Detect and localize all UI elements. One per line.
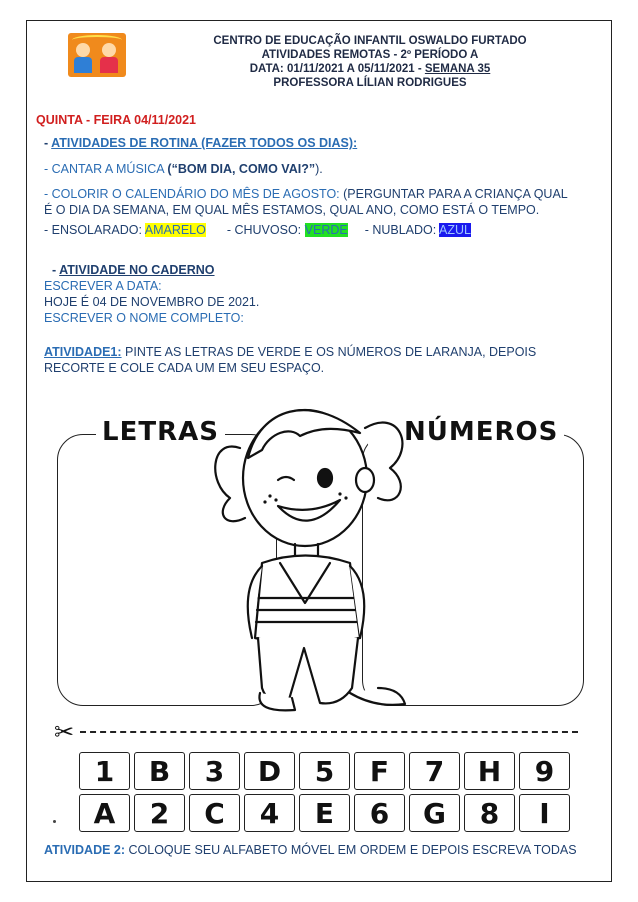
today-date: HOJE É 04 DE NOVEMBRO DE 2021.	[44, 295, 260, 309]
song-line: - CANTAR A MÚSICA (“BOM DIA, COMO VAI?”).	[44, 162, 323, 176]
weather-line: - ENSOLARADO: AMARELO - CHUVOSO: VERDE - NUBLADO: AZUL	[44, 223, 471, 237]
cutout-cell: 3	[189, 752, 240, 790]
activity1-line-2: RECORTE E COLE CADA UM EM SEU ESPAÇO.	[44, 361, 325, 375]
girl-illustration	[200, 388, 430, 718]
cutout-cell: C	[189, 794, 240, 832]
cutout-cell: G	[409, 794, 460, 832]
write-date: ESCREVER A DATA:	[44, 279, 162, 293]
school-header	[150, 34, 590, 90]
activity2-label: ATIVIDADE 2:	[44, 843, 126, 857]
header-line-3: DATA: 01/11/2021 A 05/11/2021 - SEMANA 35	[249, 63, 491, 75]
header-line-1: CENTRO DE EDUCAÇÃO INFANTIL OSWALDO FURTADO	[213, 35, 527, 47]
cutout-cell: A	[79, 794, 130, 832]
cutout-cell: 4	[244, 794, 295, 832]
cutout-cell: 1	[79, 752, 130, 790]
cutout-cell: 7	[409, 752, 460, 790]
numbers-title: NÚMEROS	[398, 417, 564, 447]
routine-heading: - ATIVIDADES DE ROTINA (FAZER TODOS OS DIAS):	[44, 136, 358, 150]
cutout-cell: F	[354, 752, 405, 790]
write-name: ESCREVER O NOME COMPLETO:	[44, 311, 244, 325]
scissors-icon: ✂	[54, 719, 75, 746]
cutout-cell: 5	[299, 752, 350, 790]
calendar-line: - COLORIR O CALENDÁRIO DO MÊS DE AGOSTO: (PERGUNTAR PARA A CRIANÇA QUAL	[44, 187, 568, 201]
activity2-line: ATIVIDADE 2: COLOQUE SEU ALFABETO MÓVEL EM ORDEM E DEPOIS ESCREVA TODAS	[44, 843, 577, 857]
cutout-cell: 6	[354, 794, 405, 832]
cutout-cell: I	[519, 794, 570, 832]
letters-title: LETRAS	[96, 417, 225, 447]
week-label: SEMANA 35	[424, 63, 491, 75]
cutout-grid	[79, 752, 570, 832]
school-logo	[68, 33, 126, 77]
cutout-cell: E	[299, 794, 350, 832]
cutout-cell: B	[134, 752, 185, 790]
day-title: QUINTA - FEIRA 04/11/2021	[36, 113, 197, 127]
header-line-4: PROFESSORA LÍLIAN RODRIGUES	[273, 77, 467, 89]
cutout-cell: D	[244, 752, 295, 790]
activity1-label: ATIVIDADE1:	[44, 345, 122, 359]
cutout-cell: 2	[134, 794, 185, 832]
stray-mark	[53, 820, 56, 823]
header-line-2: ATIVIDADES REMOTAS - 2º PERÍODO A	[261, 49, 479, 61]
calendar-line-2: É O DIA DA SEMANA, EM QUAL MÊS ESTAMOS, QUAL ANO, COMO ESTÁ O TEMPO.	[44, 203, 540, 217]
cloudy-color: AZUL	[439, 223, 471, 237]
activity1-line: ATIVIDADE1: PINTE AS LETRAS DE VERDE E OS NÚMEROS DE LARANJA, DEPOIS	[44, 345, 537, 359]
cut-line	[80, 731, 578, 733]
cutout-cell: 9	[519, 752, 570, 790]
notebook-heading: - ATIVIDADE NO CADERNO	[52, 263, 215, 277]
cutout-cell: H	[464, 752, 515, 790]
sunny-color: AMARELO	[144, 223, 206, 237]
rainy-color: VERDE	[304, 223, 348, 237]
cutout-cell: 8	[464, 794, 515, 832]
